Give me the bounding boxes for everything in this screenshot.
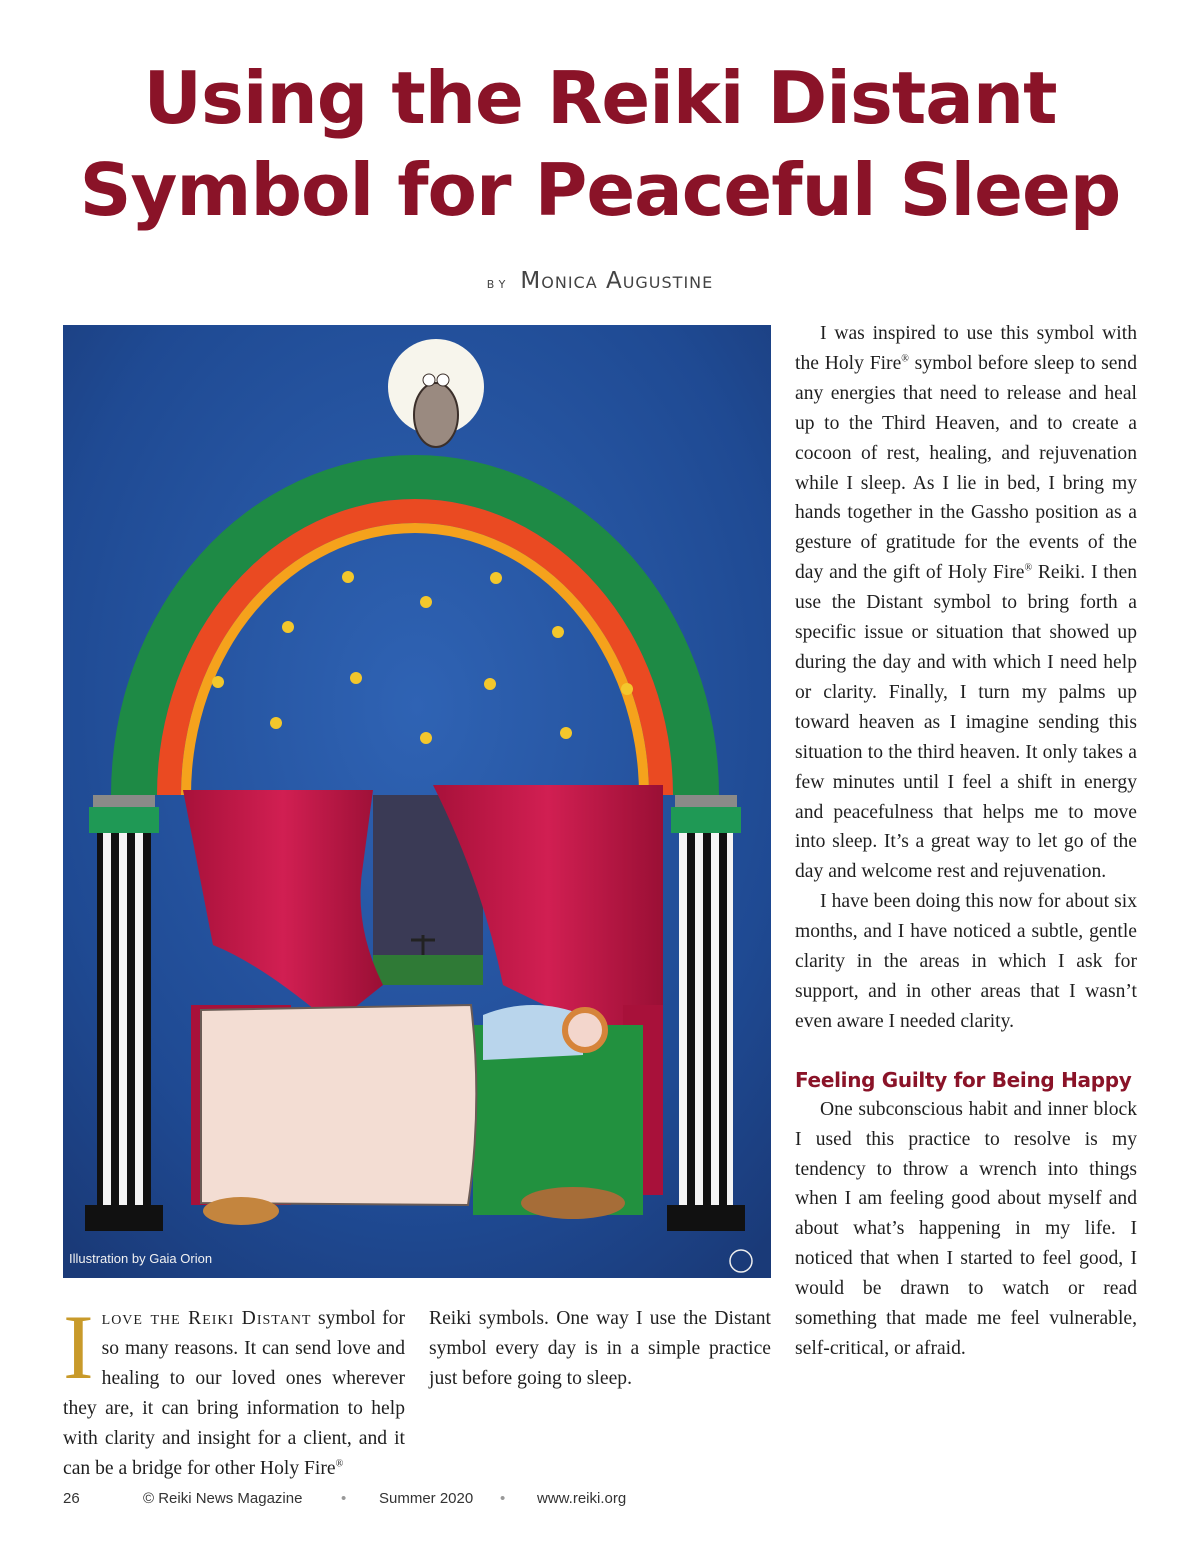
section-subhead: Feeling Guilty for Being Happy (795, 1067, 1132, 1092)
body-column-3 (795, 319, 1137, 1364)
page-number: 26 (63, 1490, 80, 1507)
title-line-2: Symbol for Peaceful Sleep (79, 148, 1121, 232)
byline (0, 268, 1200, 294)
bed (201, 1005, 476, 1205)
body-column-2 (429, 1304, 771, 1394)
column-right (679, 833, 733, 1205)
lead-in: love the Reiki Distant (101, 1308, 312, 1329)
illustration-credit: Illustration by Gaia Orion (69, 1251, 213, 1266)
paragraph-inspired-part1: I was inspired to use this symbol with the Holy Fire (795, 323, 1137, 374)
registered-mark: ® (901, 353, 909, 365)
website-link[interactable]: www.reiki.org (537, 1490, 627, 1507)
opening-paragraph (63, 1296, 405, 1483)
paragraph-inspired-part2: symbol before sleep to send any energies that need to release and heal up to the Third Heaven, and to create a cocoon of rest, healing, and rejuvenation while I sleep. As I lie in bed, I bring my hands together in the Gassho position as a gesture of gratitude for the events of the day and the gift of Holy Fire (795, 352, 1137, 584)
byline-prefix: by (486, 274, 511, 292)
footer-separator: • (500, 1490, 506, 1507)
title-line-1: Using the Reiki Distant (143, 56, 1057, 140)
footer-separator: • (341, 1490, 347, 1507)
body-column-1 (63, 1296, 405, 1483)
paragraph-inspired (795, 319, 1137, 887)
sleeping-cat (203, 1197, 279, 1225)
paragraph-subconscious: One subconscious habit and inner block I used this practice to resolve is my tendency to throw a wrench into things when I am feeling good about myself and about what’s happening in my life. I noticed that when I started to feel good, I would be drawn to watch or read something that made me feel vulnerable, self-critical, or afraid. (795, 1098, 1137, 1359)
bedroom-illustration (63, 325, 771, 1278)
paragraph-six-months: I have been doing this now for about six months, and I have noticed a subtle, gentle clarity in the areas in which I ask for support, and in other areas that I wasn’t even aware I needed clarity. (795, 891, 1137, 1032)
column-left (97, 833, 151, 1205)
illustration (63, 325, 771, 1278)
registered-mark: ® (1024, 562, 1033, 574)
opening-paragraph-continued (429, 1304, 771, 1394)
article-title (0, 52, 1200, 236)
registered-mark: ® (335, 1458, 344, 1469)
drop-cap: I (63, 1296, 94, 1398)
opening-text-continued: Reiki symbols. One way I use the Distant symbol every day is in a simple practice just before going to sleep. (429, 1308, 771, 1389)
paragraph-inspired-part3: Reiki. I then use the Distant symbol to bring forth a specific issue or situation that showed up during the day and with which I need help or clarity. Finally, I turn my palms up toward heaven as I imagine sending this situation to the third heaven. It only takes a few minutes until I feel a shift in energy and peacefulness that helps me to move into sleep. It’s a great way to let go of the day and welcome rest and rejuvenation. (795, 562, 1137, 883)
issue-date: Summer 2020 (379, 1490, 474, 1507)
publication-name: © Reiki News Magazine (143, 1490, 303, 1507)
opening-text: symbol for so many reasons. It can send love and healing to our loved ones wherever they are, it can bring information to help with clarity and insight for a client, and it can be a bridge for other Holy Fire (63, 1308, 405, 1479)
sleeping-dog (521, 1187, 625, 1219)
author-name: Monica Augustine (520, 268, 714, 294)
